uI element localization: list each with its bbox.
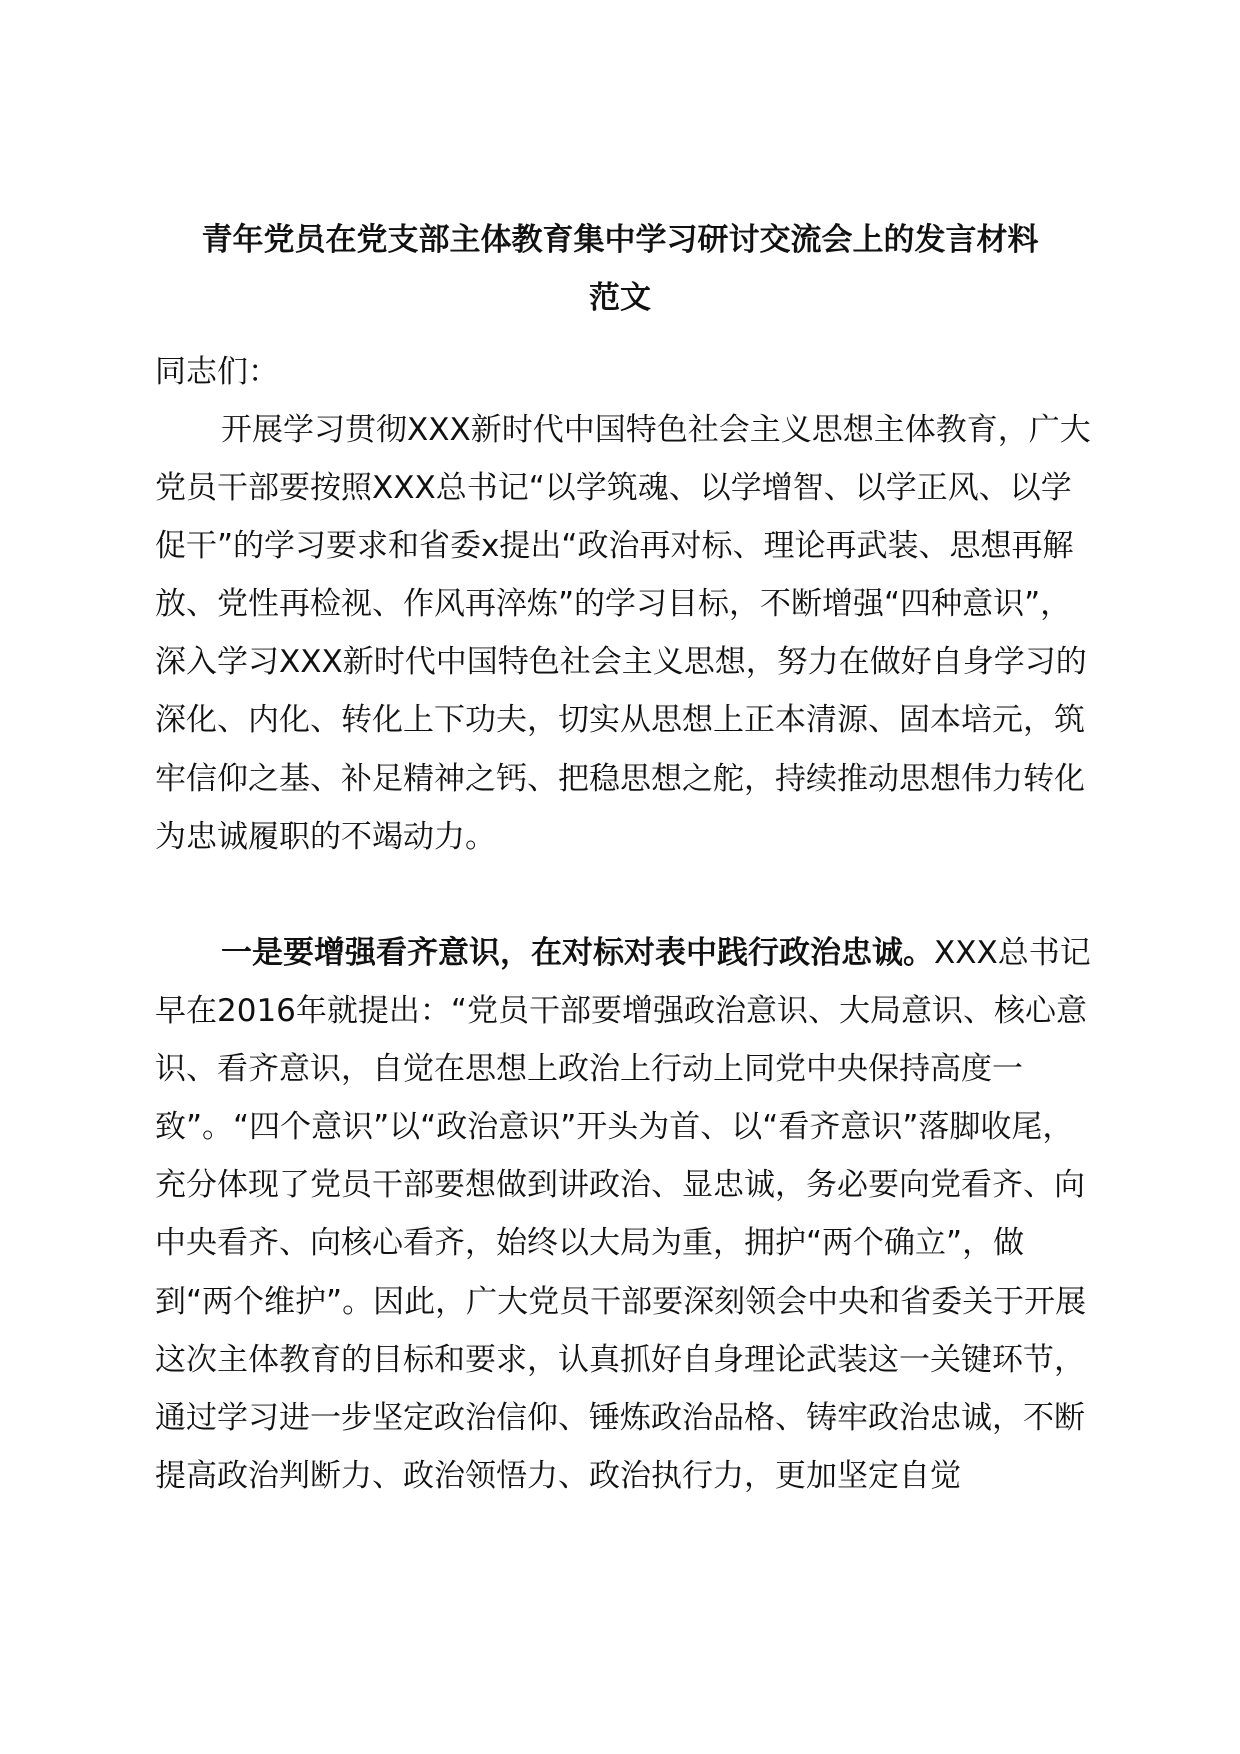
paragraph-1: 开展学习贯彻XXX新时代中国特色社会主义思想主体教育，广大党员干部要按照XXX总书记“以学筑魂、以学增智、以学正风、以学促干”的学习要求和省委x提出“政治再对标、理论再武装、思想再解放、党性再检视、作风再淬炼”的学习目标，不断增强“四种意识”，深入学习XXX新时代中国特色社会主义思想，努力在做好自身学习的深化、内化、转化上下功夫，切实从思想上正本清源、固本培元，筑牢信仰之基、补足精神之钙、把稳思想之舵，持续推动思想伟力转化为忠诚履职的不竭动力。: [155, 412, 1091, 855]
document-title-line-1: 青年党员在党支部主体教育集中学习研讨交流会上的发言材料: [201, 222, 1039, 258]
paragraph-2: [155, 924, 1095, 1505]
paragraph-2-lead: 一是要增强看齐意识，在对标对表中践行政治忠诚。: [221, 935, 934, 971]
document-title-line-2: 范文: [589, 280, 651, 316]
greeting: 同志们：: [155, 354, 279, 390]
paragraph-2-body: XXX总书记早在2016年就提出：“党员干部要增强政治意识、大局意识、核心意识、看齐意识，自觉在思想上政治上行动上同党中央保持高度一致”。“四个意识”以“政治意识”开头为首、以“看齐意识”落脚收尾，充分体现了党员干部要想做到讲政治、显忠诚，务必要向党看齐、向中央看齐、向核心看齐，始终以大局为重，拥护“两个确立”，做到“两个维护”。因此，广大党员干部要深刻领会中央和省委关于开展这次主体教育的目标和要求，认真抓好自身理论武装这一关键环节，通过学习进一步坚定政治信仰、锤炼政治品格、铸牢政治忠诚，不断提高政治判断力、政治领悟力、政治执行力，更加坚定自觉: [155, 935, 1091, 1494]
